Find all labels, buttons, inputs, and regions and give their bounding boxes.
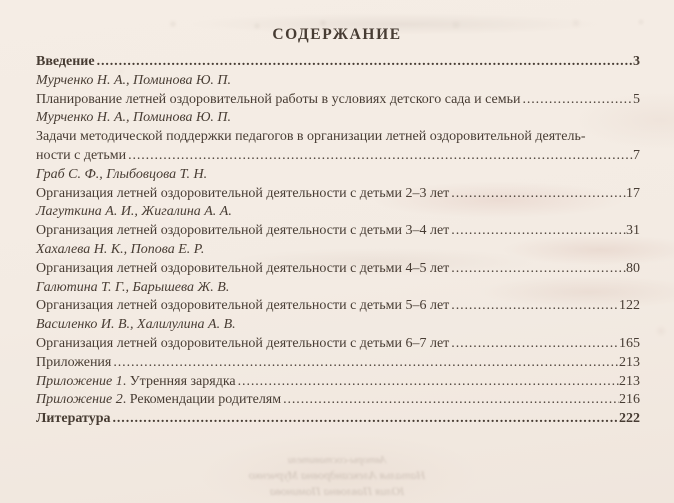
toc-entry-text: Хахалева Н. К., Попова Е. Р.: [36, 241, 205, 257]
dot-leader: [449, 260, 626, 279]
bleedthrough-line: Авторы-составители: [287, 454, 387, 466]
dot-leader: [520, 91, 633, 110]
dot-leader: [449, 222, 626, 241]
toc-entry: [36, 316, 640, 335]
dot-leader: [111, 410, 620, 429]
toc-entry-text: Организация летней оздоровительной деятельности с детьми 2–3 лет: [36, 185, 450, 201]
toc-entry: [36, 166, 640, 185]
toc-page-number: 5: [633, 91, 640, 107]
toc-entry: [36, 260, 640, 279]
toc-page-number: 31: [626, 223, 640, 239]
toc-entry: [36, 185, 640, 204]
toc-page-number: 165: [619, 335, 640, 351]
toc-entry: [36, 222, 640, 241]
dot-leader: [111, 354, 619, 373]
toc-entry: [36, 241, 640, 260]
toc-entry: [36, 147, 640, 166]
toc-entry-prefix: Приложение 1: [36, 373, 123, 389]
toc-page-number: 122: [619, 298, 640, 314]
toc-entry: [36, 410, 640, 429]
dot-leader: [449, 335, 619, 354]
toc-entry-text: Введение: [36, 54, 95, 69]
toc-entry: [36, 373, 640, 392]
toc-entry-text: Василенко И. В., Халилулина А. В.: [36, 317, 236, 333]
toc-entry-text: Приложения: [36, 354, 112, 370]
toc-page-number: 216: [619, 392, 640, 408]
toc-entry-text: Организация летней оздоровительной деятельности с детьми 4–5 лет: [36, 260, 450, 276]
toc-entry-text: Задачи методической поддержки педагогов в организации летней оздоровительной деятель-: [36, 129, 586, 145]
toc-page-number: 213: [619, 373, 640, 389]
toc-entry-text: Организация летней оздоровительной деятельности с детьми 6–7 лет: [36, 335, 450, 351]
dot-leader: [95, 53, 633, 72]
toc-entry-text: Планирование летней оздоровительной работы в условиях детского сада и семьи: [36, 91, 521, 107]
dot-leader: [126, 147, 633, 166]
toc-entry-text: Организация летней оздоровительной деятельности с детьми 3–4 лет: [36, 223, 450, 239]
toc-page-number: 7: [633, 147, 640, 163]
toc-entry-prefix: Приложение 2: [36, 392, 123, 408]
toc-entry-text: Мурченко Н. А., Поминова Ю. П.: [36, 72, 232, 88]
toc-page-number: 17: [626, 185, 640, 201]
toc-entry-text: ности с детьми: [36, 147, 127, 163]
bleedthrough-text: [0, 453, 674, 500]
toc-page-number: 80: [626, 260, 640, 276]
toc-entry: [36, 279, 640, 298]
dot-leader: [449, 185, 626, 204]
bleedthrough-line: Наталья Александровна Мурченко: [248, 468, 426, 482]
toc-entry: [36, 391, 640, 410]
toc-entry: [36, 109, 640, 128]
toc-page-number: 222: [619, 411, 640, 427]
toc-entry-text: Организация летней оздоровительной деятельности с детьми 5–6 лет: [36, 298, 450, 314]
toc-entry-text: Лагуткина А. И., Жигалина А. А.: [36, 204, 232, 220]
toc-entry: [36, 91, 640, 110]
dot-leader: [281, 391, 619, 410]
dot-leader: [449, 297, 619, 316]
toc-page-number: 213: [619, 354, 640, 370]
dot-leader: [236, 373, 619, 392]
paper-specks: [0, 0, 2, 2]
bleedthrough-line: Юлия Павловна Поминова: [269, 483, 405, 498]
toc-entry-text: Мурченко Н. А., Поминова Ю. П.: [36, 110, 232, 126]
toc-entry: [36, 72, 640, 91]
toc-entry: [36, 53, 640, 72]
page-title: СОДЕРЖАНИЕ: [272, 26, 402, 43]
toc-entry: [36, 297, 640, 316]
toc-entry-text: Литература: [36, 411, 111, 427]
toc-entry-text: . Рекомендации родителям: [122, 392, 282, 408]
toc-page-number: 3: [633, 54, 640, 69]
toc-entry-text: . Утренняя зарядка: [122, 373, 236, 389]
toc-entry: [36, 203, 640, 222]
toc-entry: [36, 128, 640, 147]
toc-list: [36, 53, 640, 429]
toc-entry-text: Граб С. Ф., Глыбовцова Т. Н.: [36, 166, 208, 182]
toc-entry: [36, 354, 640, 373]
toc-entry: [36, 335, 640, 354]
toc-entry-text: Галютина Т. Г., Барышева Ж. В.: [36, 279, 230, 295]
